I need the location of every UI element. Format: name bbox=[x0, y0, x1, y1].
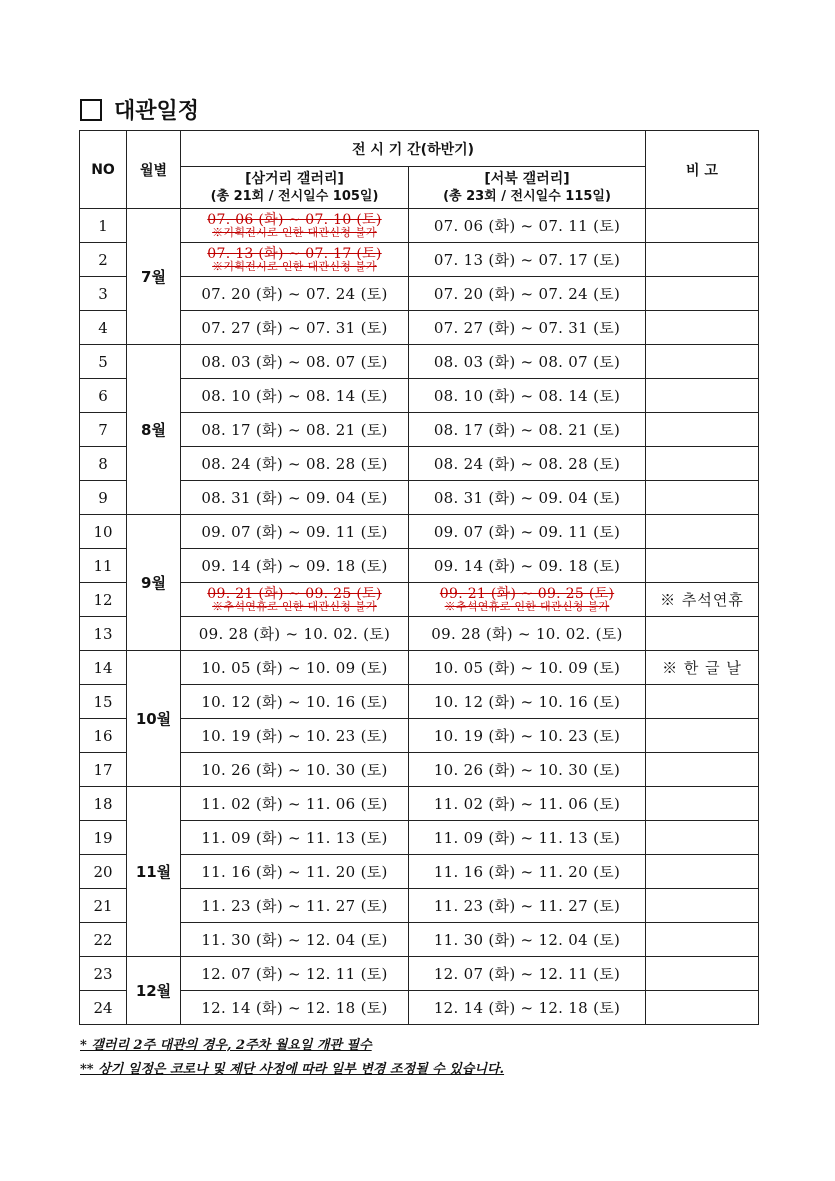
row-note bbox=[646, 957, 759, 991]
row-no: 5 bbox=[80, 345, 127, 379]
table-row bbox=[80, 515, 759, 549]
row-no: 11 bbox=[80, 549, 127, 583]
row-no: 3 bbox=[80, 277, 127, 311]
header-no: NO bbox=[80, 131, 127, 209]
gallery2-date: 09. 07 (화) ~ 09. 11 (토) bbox=[409, 515, 646, 549]
footnote-2: ** 상기 일정은 코로나 및 제단 사정에 따라 일부 변경 조정될 수 있습니다. bbox=[80, 1062, 505, 1077]
row-no: 20 bbox=[80, 855, 127, 889]
footnote-1: * 갤러리 2주 대관의 경우, 2주차 월요일 개관 필수 bbox=[80, 1038, 372, 1053]
gallery2-date: 11. 30 (화) ~ 12. 04 (토) bbox=[409, 923, 646, 957]
gallery1-date: 08. 10 (화) ~ 08. 14 (토) bbox=[181, 379, 409, 413]
gallery2-date: 08. 10 (화) ~ 08. 14 (토) bbox=[409, 379, 646, 413]
gallery1-date: 08. 31 (화) ~ 09. 04 (토) bbox=[181, 481, 409, 515]
row-note bbox=[646, 413, 759, 447]
gallery1-date: 07. 20 (화) ~ 07. 24 (토) bbox=[181, 277, 409, 311]
gallery1-date: 11. 30 (화) ~ 12. 04 (토) bbox=[181, 923, 409, 957]
row-no: 13 bbox=[80, 617, 127, 651]
row-no: 6 bbox=[80, 379, 127, 413]
gallery1-date: 09. 14 (화) ~ 09. 18 (토) bbox=[181, 549, 409, 583]
month-cell: 9월 bbox=[127, 515, 181, 651]
table-row bbox=[80, 311, 759, 345]
table-row bbox=[80, 685, 759, 719]
cancel-reason: ※기획전시로 인한 대관신청 불가 bbox=[212, 225, 377, 239]
row-no: 21 bbox=[80, 889, 127, 923]
table-row bbox=[80, 379, 759, 413]
cancelled-date: 07. 06 (화) ~ 07. 10 (토) bbox=[207, 211, 382, 228]
table-row bbox=[80, 787, 759, 821]
schedule-body bbox=[80, 209, 759, 1025]
gallery1-date: 11. 23 (화) ~ 11. 27 (토) bbox=[181, 889, 409, 923]
row-no: 15 bbox=[80, 685, 127, 719]
row-note bbox=[646, 617, 759, 651]
row-note bbox=[646, 685, 759, 719]
header-period: 전 시 기 간(하반기) bbox=[181, 131, 646, 167]
row-note bbox=[646, 345, 759, 379]
row-no: 16 bbox=[80, 719, 127, 753]
gallery2-date: 10. 19 (화) ~ 10. 23 (토) bbox=[409, 719, 646, 753]
row-note bbox=[646, 855, 759, 889]
gallery1-date: 07. 27 (화) ~ 07. 31 (토) bbox=[181, 311, 409, 345]
gallery2-date: 07. 20 (화) ~ 07. 24 (토) bbox=[409, 277, 646, 311]
month-cell: 12월 bbox=[127, 957, 181, 1025]
row-no: 10 bbox=[80, 515, 127, 549]
gallery2-date: 11. 23 (화) ~ 11. 27 (토) bbox=[409, 889, 646, 923]
row-note bbox=[646, 481, 759, 515]
header-gallery2 bbox=[409, 167, 646, 209]
row-note: ※ 한 글 날 bbox=[646, 651, 759, 685]
table-row bbox=[80, 923, 759, 957]
row-note bbox=[646, 379, 759, 413]
row-note bbox=[646, 719, 759, 753]
gallery2-date: 11. 02 (화) ~ 11. 06 (토) bbox=[409, 787, 646, 821]
row-note bbox=[646, 243, 759, 277]
row-no: 23 bbox=[80, 957, 127, 991]
gallery1-date: 10. 26 (화) ~ 10. 30 (토) bbox=[181, 753, 409, 787]
table-row bbox=[80, 719, 759, 753]
table-row bbox=[80, 447, 759, 481]
row-no: 1 bbox=[80, 209, 127, 243]
month-cell: 10월 bbox=[127, 651, 181, 787]
gallery1-date: 10. 19 (화) ~ 10. 23 (토) bbox=[181, 719, 409, 753]
gallery2-date: 08. 24 (화) ~ 08. 28 (토) bbox=[409, 447, 646, 481]
row-note bbox=[646, 787, 759, 821]
cancelled-date: 09. 21 (화) ~ 09. 25 (토) bbox=[207, 585, 382, 602]
cancelled-date: 09. 21 (화) ~ 09. 25 (토) bbox=[439, 585, 615, 602]
gallery2-summary: (총 23회 / 전시일수 115일) bbox=[443, 188, 611, 204]
gallery2-date: 07. 13 (화) ~ 07. 17 (토) bbox=[409, 243, 646, 277]
gallery2-date: 09. 28 (화) ~ 10. 02. (토) bbox=[409, 617, 646, 651]
table-row bbox=[80, 991, 759, 1025]
schedule-table bbox=[79, 130, 759, 1025]
row-no: 8 bbox=[80, 447, 127, 481]
gallery1-date bbox=[181, 209, 409, 243]
gallery1-date: 10. 12 (화) ~ 10. 16 (토) bbox=[181, 685, 409, 719]
gallery2-date: 09. 14 (화) ~ 09. 18 (토) bbox=[409, 549, 646, 583]
row-note bbox=[646, 991, 759, 1025]
gallery1-date: 11. 09 (화) ~ 11. 13 (토) bbox=[181, 821, 409, 855]
table-row bbox=[80, 617, 759, 651]
table-row bbox=[80, 481, 759, 515]
month-cell: 7월 bbox=[127, 209, 181, 345]
row-note bbox=[646, 447, 759, 481]
cancel-reason: ※기획전시로 인한 대관신청 불가 bbox=[212, 259, 377, 273]
month-cell: 8월 bbox=[127, 345, 181, 515]
row-no: 9 bbox=[80, 481, 127, 515]
gallery1-name: [삼거리 갤러리] bbox=[245, 170, 344, 187]
gallery2-date: 10. 12 (화) ~ 10. 16 (토) bbox=[409, 685, 646, 719]
cancelled-date: 07. 13 (화) ~ 07. 17 (토) bbox=[207, 245, 382, 262]
table-row bbox=[80, 583, 759, 617]
table-row bbox=[80, 651, 759, 685]
row-note bbox=[646, 753, 759, 787]
gallery1-date: 09. 28 (화) ~ 10. 02. (토) bbox=[181, 617, 409, 651]
header-month: 월별 bbox=[127, 131, 181, 209]
row-no: 19 bbox=[80, 821, 127, 855]
gallery1-date: 08. 24 (화) ~ 08. 28 (토) bbox=[181, 447, 409, 481]
gallery2-date bbox=[409, 583, 646, 617]
gallery1-date: 08. 03 (화) ~ 08. 07 (토) bbox=[181, 345, 409, 379]
gallery2-name: [서북 갤러리] bbox=[484, 170, 570, 187]
cancel-reason: ※추석연휴로 인한 대관신청 불가 bbox=[212, 599, 377, 613]
row-no: 22 bbox=[80, 923, 127, 957]
table-row bbox=[80, 957, 759, 991]
row-no: 4 bbox=[80, 311, 127, 345]
gallery1-date: 10. 05 (화) ~ 10. 09 (토) bbox=[181, 651, 409, 685]
gallery2-date: 08. 03 (화) ~ 08. 07 (토) bbox=[409, 345, 646, 379]
gallery1-date: 11. 02 (화) ~ 11. 06 (토) bbox=[181, 787, 409, 821]
gallery2-date: 10. 05 (화) ~ 10. 09 (토) bbox=[409, 651, 646, 685]
checkbox-square-icon bbox=[80, 99, 102, 121]
gallery1-date bbox=[181, 243, 409, 277]
table-row bbox=[80, 345, 759, 379]
row-note bbox=[646, 515, 759, 549]
table-row bbox=[80, 549, 759, 583]
gallery2-date: 08. 31 (화) ~ 09. 04 (토) bbox=[409, 481, 646, 515]
row-no: 12 bbox=[80, 583, 127, 617]
gallery1-date: 11. 16 (화) ~ 11. 20 (토) bbox=[181, 855, 409, 889]
row-no: 14 bbox=[80, 651, 127, 685]
table-row bbox=[80, 889, 759, 923]
header-note: 비 고 bbox=[646, 131, 759, 209]
table-row bbox=[80, 209, 759, 243]
gallery1-date: 12. 07 (화) ~ 12. 11 (토) bbox=[181, 957, 409, 991]
month-cell: 11월 bbox=[127, 787, 181, 957]
row-no: 2 bbox=[80, 243, 127, 277]
row-note bbox=[646, 209, 759, 243]
table-row bbox=[80, 855, 759, 889]
gallery1-date: 08. 17 (화) ~ 08. 21 (토) bbox=[181, 413, 409, 447]
row-note bbox=[646, 277, 759, 311]
gallery2-date: 10. 26 (화) ~ 10. 30 (토) bbox=[409, 753, 646, 787]
row-note bbox=[646, 311, 759, 345]
row-no: 18 bbox=[80, 787, 127, 821]
table-row bbox=[80, 277, 759, 311]
gallery1-summary: (총 21회 / 전시일수 105일) bbox=[210, 188, 379, 204]
row-note bbox=[646, 549, 759, 583]
row-note: ※ 추석연휴 bbox=[646, 583, 759, 617]
row-note bbox=[646, 889, 759, 923]
gallery2-date: 08. 17 (화) ~ 08. 21 (토) bbox=[409, 413, 646, 447]
page-title bbox=[80, 94, 199, 125]
gallery2-date: 11. 16 (화) ~ 11. 20 (토) bbox=[409, 855, 646, 889]
gallery1-date bbox=[181, 583, 409, 617]
table-row bbox=[80, 821, 759, 855]
gallery2-date: 11. 09 (화) ~ 11. 13 (토) bbox=[409, 821, 646, 855]
row-note bbox=[646, 923, 759, 957]
row-no: 17 bbox=[80, 753, 127, 787]
table-row bbox=[80, 243, 759, 277]
header-gallery1 bbox=[181, 167, 409, 209]
gallery2-date: 07. 06 (화) ~ 07. 11 (토) bbox=[409, 209, 646, 243]
row-note bbox=[646, 821, 759, 855]
gallery2-date: 12. 07 (화) ~ 12. 11 (토) bbox=[409, 957, 646, 991]
gallery1-date: 12. 14 (화) ~ 12. 18 (토) bbox=[181, 991, 409, 1025]
gallery2-date: 07. 27 (화) ~ 07. 31 (토) bbox=[409, 311, 646, 345]
gallery2-date: 12. 14 (화) ~ 12. 18 (토) bbox=[409, 991, 646, 1025]
row-no: 24 bbox=[80, 991, 127, 1025]
gallery1-date: 09. 07 (화) ~ 09. 11 (토) bbox=[181, 515, 409, 549]
cancel-reason: ※추석연휴로 인한 대관신청 불가 bbox=[444, 599, 610, 613]
row-no: 7 bbox=[80, 413, 127, 447]
table-row bbox=[80, 413, 759, 447]
table-row bbox=[80, 753, 759, 787]
page-title-text: 대관일정 bbox=[114, 99, 200, 124]
